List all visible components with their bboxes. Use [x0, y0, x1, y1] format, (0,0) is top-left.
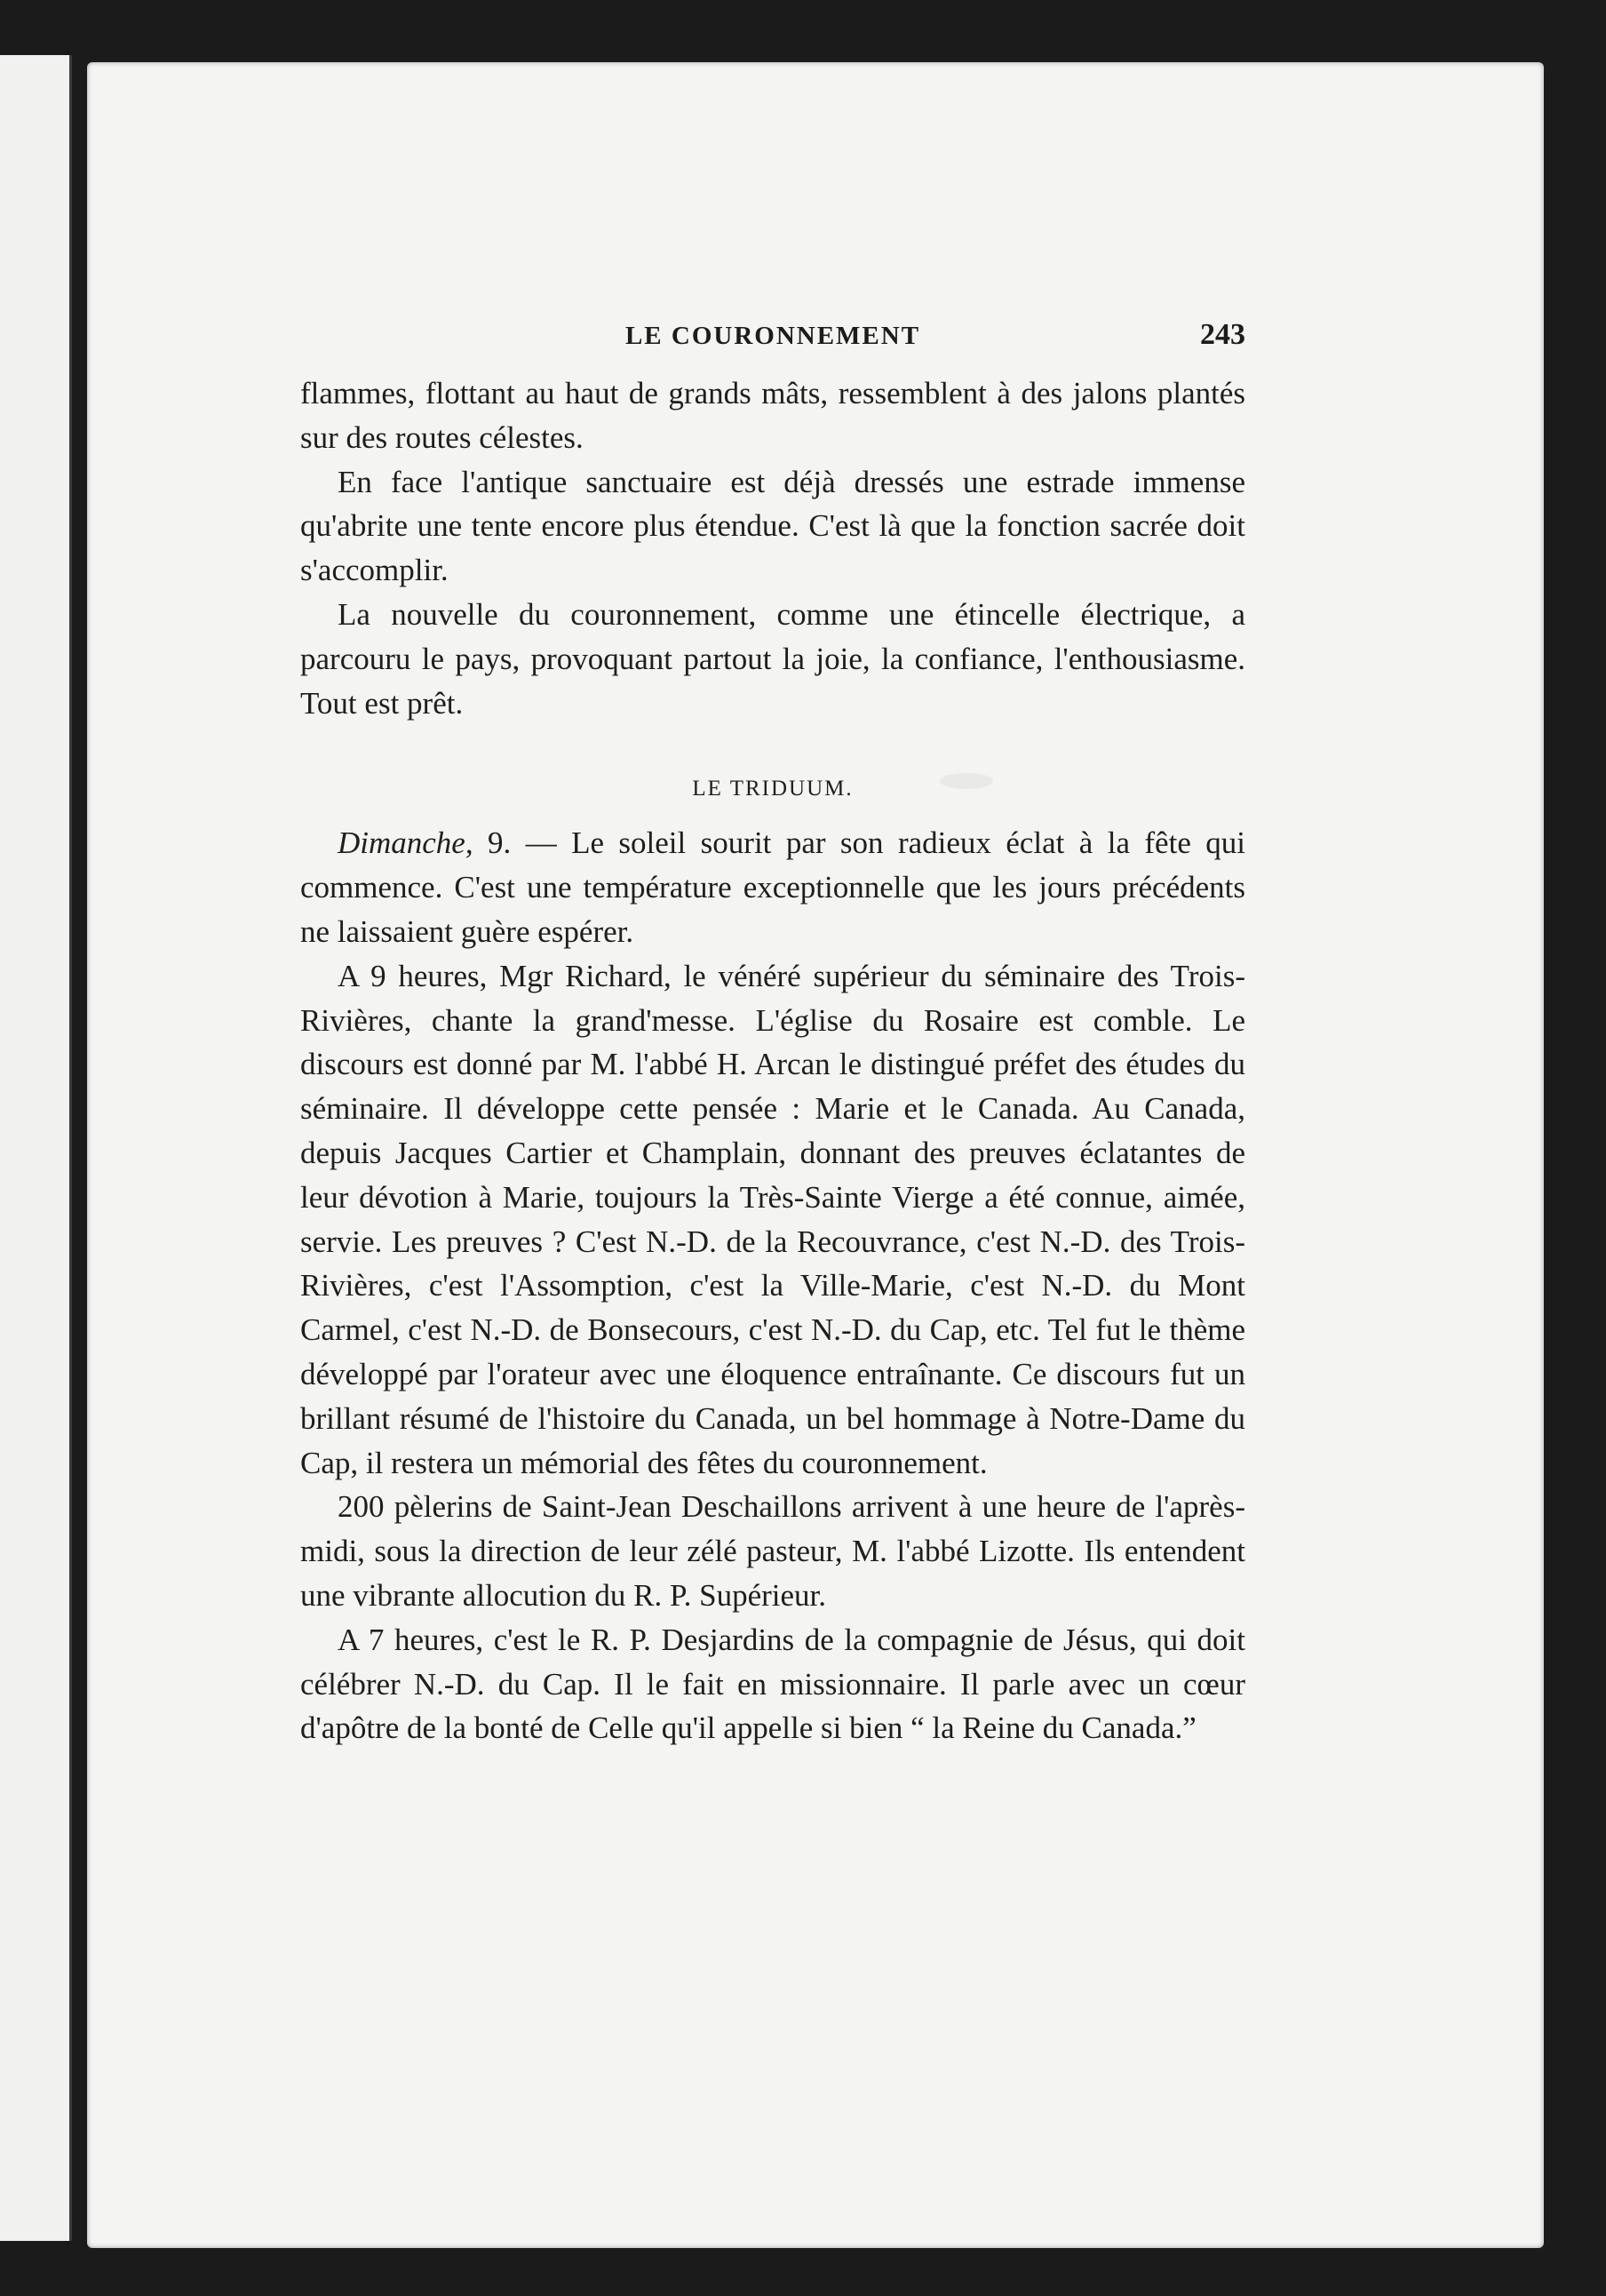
- section-heading: LE TRIDUUM.: [692, 777, 854, 801]
- running-header: [300, 318, 1245, 354]
- paragraph: En face l'antique sanctuaire est déjà dressés une estrade immense qu'abrite une tente encore plus étendue. C'est là que la fonction sacrée doit s'accomplir.: [300, 464, 1245, 588]
- paragraph: La nouvelle du couronnement, comme une étincelle électrique, a parcouru le pays, provoquant partout la joie, la confiance, l'enthousiasme. Tout est prêt.: [300, 596, 1245, 721]
- paragraph: A 9 heures, Mgr Richard, le vénéré supérieur du séminaire des Trois-Rivières, chante la grand'messe. L'église du Rosaire est comble. Le discours est donné par M. l'abbé H. Arcan le distingué préfet des études du séminaire. Il développe cette pensée : Marie et le Canada. Au Canada, depuis Jacques Cartier et Champlain, donnant des preuves éclatantes de leur dévotion à Marie, toujours la Très-Sainte Vierge a été connue, aimée, servie. Les preuves ? C'est N.-D. de la Recouvrance, c'est N.-D. des Trois-Rivières, c'est l'Assomption, c'est la Ville-Marie, c'est N.-D. du Mont Carmel, c'est N.-D. de Bonsecours, c'est N.-D. du Cap, etc. Tel fut le thème développé par l'orateur avec une éloquence entraînante. Ce discours fut un brillant résumé de l'histoire du Canada, un bel hommage à Notre-Dame du Cap, il restera un mémorial des fêtes du couronnement.: [300, 958, 1245, 1480]
- paragraph-dimanche: [300, 821, 1245, 953]
- previous-page-edge: [0, 55, 72, 2241]
- paragraph: A 7 heures, c'est le R. P. Desjardins de la compagnie de Jésus, qui doit célébrer N.-D. du Cap. Il le fait en missionnaire. Il parle avec un cœur d'apôtre de la bonté de Celle qu'il appelle si bien “ la Reine du Canada.”: [300, 1622, 1245, 1746]
- paragraph: 200 pèlerins de Saint-Jean Deschaillons arrivent à une heure de l'après-midi, sous la direction de leur zélé pasteur, M. l'abbé Lizotte. Ils entendent une vibrante allocution du R. P. Supérieur.: [300, 1489, 1245, 1613]
- paragraph-text: 9. — Le soleil sourit par son radieux éclat à la fête qui commence. C'est une température exceptionnelle que les jours précédents ne laissaient guère espérer.: [300, 825, 1245, 949]
- paragraph-continued: flammes, flottant au haut de grands mâts, ressemblent à des jalons plantés sur des routes célestes.: [300, 376, 1245, 455]
- page-body: [300, 371, 1245, 1750]
- page-number: 243: [1200, 318, 1245, 351]
- running-title: LE COURONNEMENT: [624, 322, 921, 350]
- day-label: Dimanche,: [338, 825, 473, 861]
